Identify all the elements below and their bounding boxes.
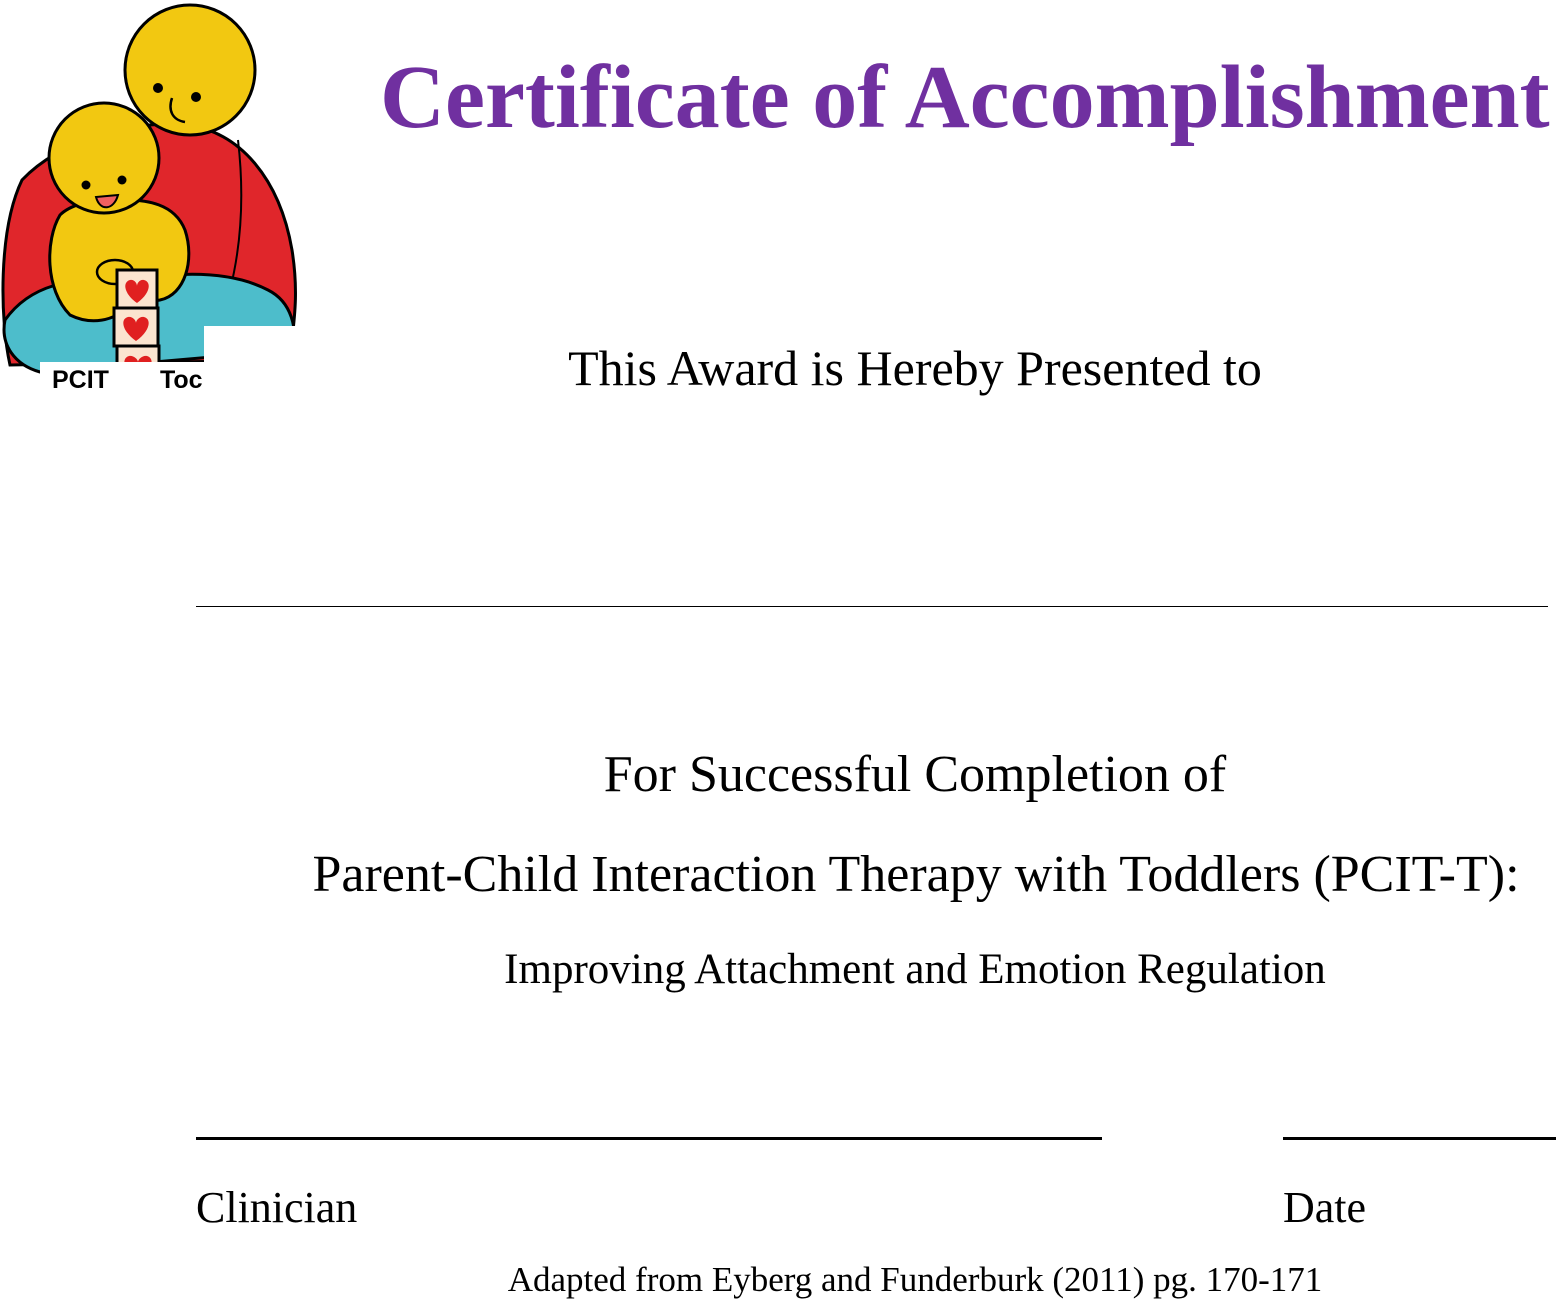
child-eye-right	[118, 176, 127, 185]
clinician-signature-line	[196, 1137, 1102, 1140]
completion-text: For Successful Completion of	[603, 746, 1227, 803]
child-eye-left	[82, 181, 91, 190]
pcit-toddlers-logo	[0, 0, 300, 395]
adult-head	[125, 5, 255, 135]
logo-text-toddlers: Toc	[160, 366, 203, 394]
adult-eye-right	[191, 92, 201, 102]
adult-eye-left	[153, 83, 163, 93]
program-subtitle: Improving Attachment and Emotion Regulation	[504, 946, 1326, 993]
date-signature-line	[1283, 1137, 1556, 1140]
clinician-label: Clinician	[196, 1183, 358, 1232]
logo-text-pcit: PCIT	[52, 366, 109, 394]
program-name: Parent-Child Interaction Therapy with Toddlers (PCIT-T):	[312, 846, 1520, 903]
certificate-title: Certificate of Accomplishment	[380, 48, 1550, 147]
presented-to-text: This Award is Hereby Presented to	[568, 340, 1262, 396]
recipient-name-line	[196, 606, 1548, 607]
citation-text: Adapted from Eyberg and Funderburk (2011) pg. 170-171	[507, 1260, 1323, 1299]
date-label: Date	[1283, 1183, 1367, 1232]
